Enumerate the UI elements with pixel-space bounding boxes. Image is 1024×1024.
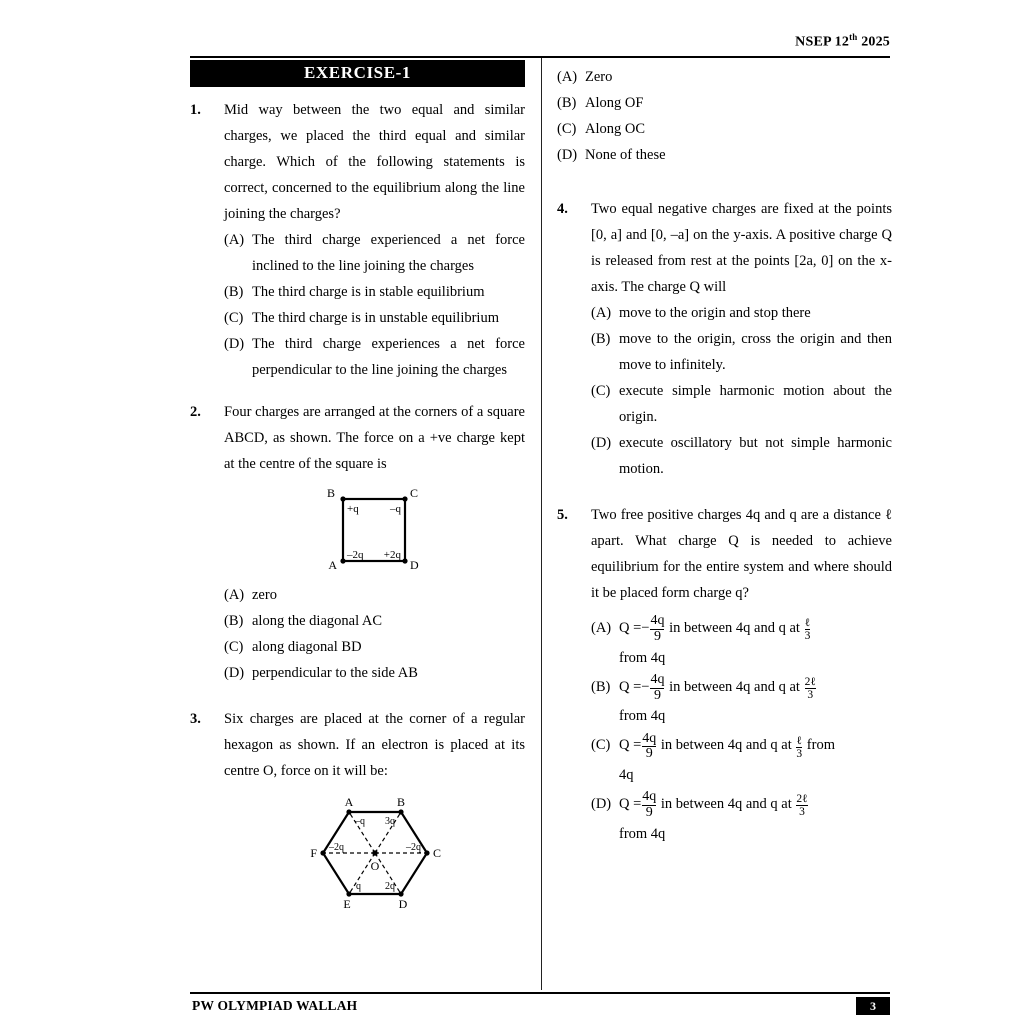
fraction-charge: $\frac{4q}{9}$ <box>642 730 657 762</box>
option-key: (A) <box>591 305 612 321</box>
math-tail: from <box>806 737 835 754</box>
option-label: Zero <box>585 69 613 85</box>
option-key: (C) <box>591 737 611 754</box>
question-1-text: Mid way between the two equal and similar charges, we placed the third equal and similar charge. Which of the following statements is correct, concerned to the equilibrium along the line joining the charges? <box>224 102 525 222</box>
hex-charge-D: 2q <box>384 881 395 892</box>
fraction-position: $\frac{\text{ℓ}}{3}$ <box>796 734 803 760</box>
option-key: (B) <box>591 331 611 347</box>
option-item[interactable] <box>591 300 892 326</box>
option-key: (A) <box>224 232 245 248</box>
question-1 <box>190 97 525 383</box>
option-item[interactable] <box>591 671 892 704</box>
question-2 <box>190 399 525 686</box>
hex-charge-E: q <box>355 881 361 892</box>
option-item[interactable] <box>224 608 525 634</box>
hex-vertex-letter-F: F <box>309 846 317 860</box>
option-item[interactable] <box>591 612 892 645</box>
square-charge-C: –q <box>389 503 401 515</box>
option-label: along diagonal BD <box>252 639 362 655</box>
option-key: (D) <box>557 147 578 163</box>
question-3-text: Six charges are placed at the corner of a regular hexagon as shown. If an electron is placed at its centre O, force on it will be: <box>224 711 525 779</box>
option-key: (C) <box>224 639 244 655</box>
option-continuation: 4q <box>619 766 634 783</box>
hex-vertex-letter-C: C <box>432 846 441 860</box>
option-label: zero <box>252 587 277 603</box>
option-item[interactable] <box>557 90 892 116</box>
square-charge-A: –2q <box>346 549 363 561</box>
hex-vertex-letter-A: A <box>344 795 353 809</box>
option-continuation: from 4q <box>619 825 666 842</box>
question-4 <box>557 196 892 482</box>
math-mid: in between 4q and q at <box>669 620 800 636</box>
option-label: The third charge is in unstable equilibrium <box>252 310 499 326</box>
option-key: (B) <box>224 284 244 300</box>
square-charge-D: +2q <box>383 549 401 561</box>
option-label <box>619 671 892 704</box>
exam-title-ordinal: th <box>849 32 858 42</box>
page-header <box>190 32 890 51</box>
option-label: The third charge experienced a net force inclined to the line joining the charges <box>252 232 525 274</box>
hex-centre-label-O: O <box>370 859 379 873</box>
right-column <box>557 60 892 847</box>
exam-year: 2025 <box>861 34 890 50</box>
question-2-options <box>224 582 525 686</box>
option-item[interactable] <box>224 331 525 383</box>
option-item[interactable] <box>591 788 892 821</box>
question-4-number: 4. <box>557 201 568 217</box>
option-key: (C) <box>224 310 244 326</box>
square-vertex-letter-C: C <box>409 486 418 500</box>
math-sign: − <box>641 678 650 695</box>
option-label <box>619 788 892 821</box>
option-item[interactable] <box>224 305 525 331</box>
question-4-text: Two equal negative charges are fixed at the points [0, a] and [0, –a] on the y-axis. A positive charge Q is released from rest at the points [2a, 0] on the x-axis. The charge Q will <box>591 201 892 295</box>
math-mid: in between 4q and q at <box>660 795 792 812</box>
option-item[interactable] <box>557 116 892 142</box>
option-label: move to the origin and stop there <box>619 305 811 321</box>
fraction-position: $\frac{\text{2ℓ}}{3}$ <box>804 675 816 701</box>
option-continuation: from 4q <box>619 708 666 725</box>
option-item[interactable] <box>224 634 525 660</box>
option-item[interactable] <box>224 660 525 686</box>
left-column <box>190 60 525 919</box>
hex-vertex-letter-D: D <box>398 897 407 911</box>
option-label: execute simple harmonic motion about the origin. <box>619 383 892 425</box>
square-vertex-letter-B: B <box>326 486 335 500</box>
math-mid: in between 4q and q at <box>669 678 800 695</box>
hex-charge-A: –q <box>354 816 365 827</box>
footer-brand: PW OLYMPIAD WALLAH <box>192 998 358 1013</box>
option-continuation: from 4q <box>619 649 666 666</box>
option-item[interactable] <box>557 64 892 90</box>
square-charge-B: +q <box>346 503 359 515</box>
hex-vertex-letter-B: B <box>396 795 405 809</box>
question-5-text: Two free positive charges 4q and q are a distance ℓ apart. What charge Q is needed to achieve equilibrium for the entire system and where should it be placed form charge q? <box>591 507 892 601</box>
option-key: (D) <box>591 795 612 812</box>
option-key: (A) <box>591 620 612 636</box>
footer-divider-rule <box>190 992 890 994</box>
option-label: Along OF <box>585 95 644 111</box>
math-lead: Q = <box>619 795 642 812</box>
question-5-number: 5. <box>557 507 568 523</box>
option-key: (C) <box>557 121 577 137</box>
hex-charge-F: –2q <box>328 842 344 853</box>
question-4-options <box>591 300 892 482</box>
question-3-number: 3. <box>190 711 201 727</box>
hex-vertex-letter-E: E <box>342 897 351 911</box>
math-mid: in between 4q and q at <box>660 737 792 754</box>
option-key: (D) <box>224 336 245 352</box>
math-sign: − <box>641 620 650 636</box>
option-item[interactable] <box>591 378 892 430</box>
square-vertex-letter-D: D <box>409 558 419 572</box>
math-lead: Q = <box>619 678 642 695</box>
option-key: (B) <box>591 678 611 695</box>
option-item[interactable] <box>224 279 525 305</box>
square-vertex-letter-A: A <box>327 558 337 572</box>
option-item[interactable] <box>224 227 525 279</box>
option-label: along the diagonal AC <box>252 613 383 629</box>
option-label: The third charge experiences a net force perpendicular to the line joining the charges <box>252 336 525 378</box>
fraction-charge: $\frac{4q}{9}$ <box>650 671 665 703</box>
question-2-number: 2. <box>190 404 201 420</box>
hex-charge-C: –2q <box>405 842 421 853</box>
question-5-options <box>591 612 892 847</box>
fraction-charge: $\frac{4q}{9}$ <box>642 789 657 820</box>
option-label: The third charge is in stable equilibrium <box>252 284 485 300</box>
fraction-position: $\frac{\text{ℓ}}{3}$ <box>804 617 811 643</box>
fraction-position: $\frac{\text{2ℓ}}{3}$ <box>796 793 808 819</box>
question-3-options <box>557 64 892 168</box>
option-label <box>619 612 892 645</box>
question-1-options <box>224 227 525 383</box>
option-item[interactable] <box>591 430 892 482</box>
header-divider-rule <box>190 56 890 58</box>
option-label: execute oscillatory but not simple harmonic motion. <box>619 435 892 477</box>
option-key: (B) <box>557 95 577 111</box>
option-key: (A) <box>557 69 578 85</box>
option-key: (D) <box>591 435 612 451</box>
question-3 <box>190 706 525 919</box>
option-item[interactable] <box>591 729 892 762</box>
math-lead: Q = <box>619 737 642 754</box>
hex-charge-B: 3q <box>384 816 395 827</box>
option-key: (D) <box>224 665 245 681</box>
question-5 <box>557 502 892 847</box>
math-lead: Q = <box>619 620 642 636</box>
page-number-badge: 3 <box>856 997 890 1015</box>
square-charge-diagram <box>224 483 525 580</box>
option-item[interactable] <box>591 326 892 378</box>
hexagon-charge-diagram <box>224 794 525 917</box>
option-label <box>619 729 892 762</box>
exercise-banner: EXERCISE-1 <box>190 60 525 87</box>
option-item[interactable] <box>557 142 892 168</box>
question-2-text: Four charges are arranged at the corners of a square ABCD, as shown. The force on a +ve charge kept at the centre of the square is <box>224 404 525 472</box>
option-key: (B) <box>224 613 244 629</box>
option-label: move to the origin, cross the origin and then move to infinitely. <box>619 331 892 373</box>
fraction-charge: $\frac{4q}{9}$ <box>650 613 665 644</box>
question-1-number: 1. <box>190 102 201 118</box>
option-label: perpendicular to the side AB <box>252 665 418 681</box>
exam-title: NSEP 12 <box>795 34 850 50</box>
column-divider-rule <box>541 58 542 990</box>
option-item[interactable] <box>224 582 525 608</box>
option-key: (C) <box>591 383 611 399</box>
option-label: Along OC <box>585 121 646 137</box>
option-label: None of these <box>585 147 666 163</box>
option-key: (A) <box>224 587 245 603</box>
